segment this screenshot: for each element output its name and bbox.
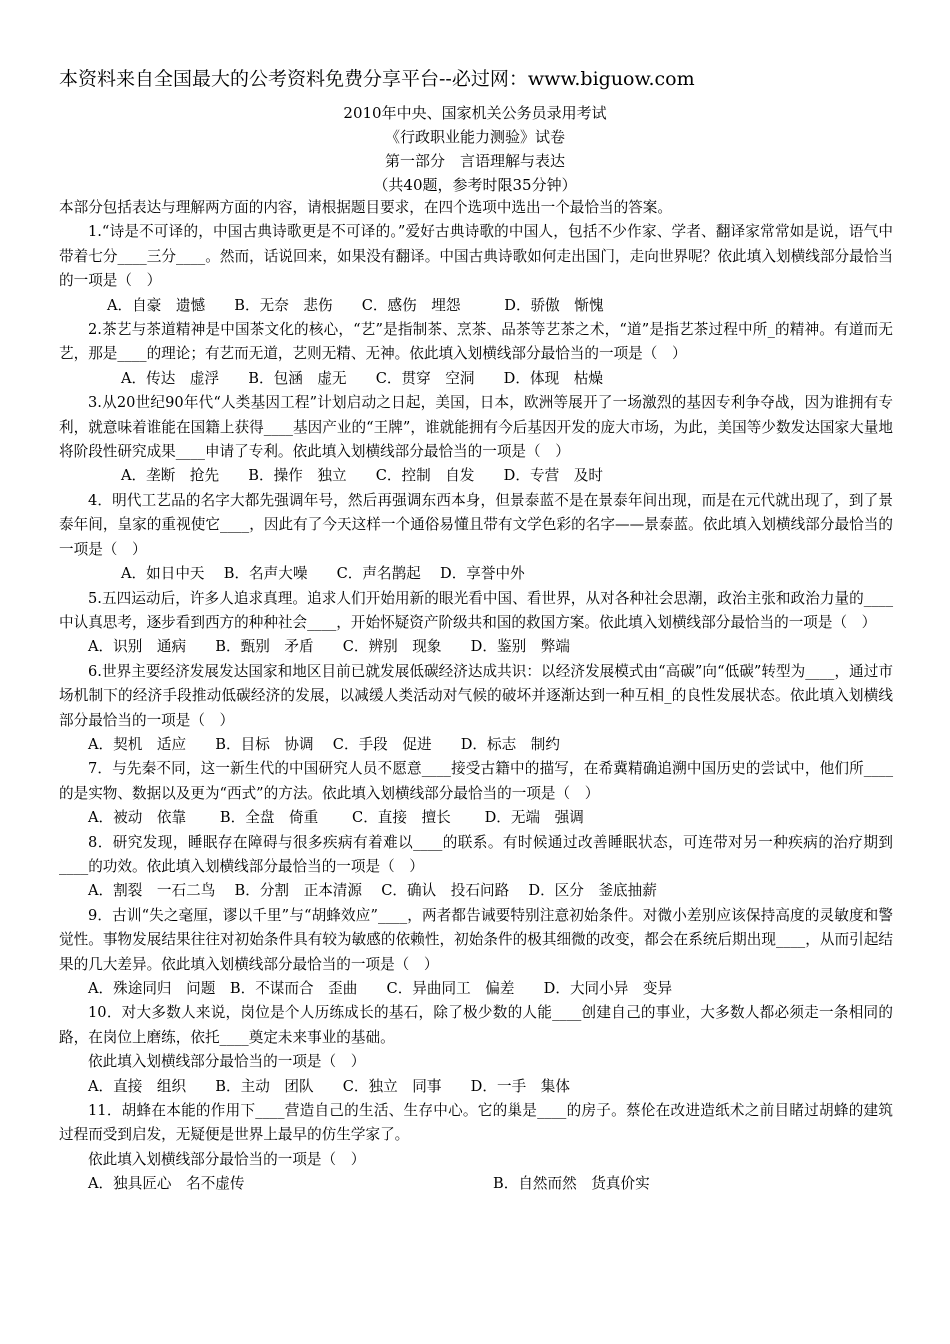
section-info: （共40题，参考时限35分钟） [373, 176, 577, 194]
question-stem: 11．胡蜂在本能的作用下____营造自己的生活、生存中心。它的巢是____的房子。蔡伦在改进造纸术之前目睹过胡蜂的建筑过程而受到启发，无疑便是世界上最早的仿生学家了。 [59, 1102, 893, 1144]
question-stem: 2.茶艺与茶道精神是中国茶文化的核心，“艺”是指制茶、烹茶、品茶等艺茶之术，“道”是指艺茶过程中所_的精神。有道而无艺，那是____的理论；有艺而无道，艺则无精、无神。依此填入划横线部分最恰当的一项是（ ） [59, 321, 893, 363]
question-options: A．契机 适应 B．目标 协调 C．手段 促进 D．标志 制约 [88, 735, 560, 753]
question-stem: 1.“诗是不可译的，中国古典诗歌更是不可译的。”爱好古典诗歌的中国人，包括不少作家、学者、翻译家常常如是说，语气中带着七分____三分____。然而，话说回来，如果没有翻译。中国古典诗歌如何走出国门，走向世界呢？依此填入划横线部分最恰当的一项是（ ） [59, 223, 893, 290]
question-stem: 6.世界主要经济发展发达国家和地区目前已就发展低碳经济达成共识：以经济发展模式由“高碳”向“低碳”转型为____，通过市场机制下的经济手段推动低碳经济的发展，以减缓人类活动对气候的破坏并逐渐达到一种互相_的良性发展状态。依此填入划横线部分最恰当的一项是（ ） [59, 662, 893, 729]
section-title: 第一部分 言语理解与表达 [384, 152, 565, 170]
question-stem: 10．对大多数人来说，岗位是个人历练成长的基石，除了极少数的人能____创建自己的事业，大多数人都必须走一条相同的路，在岗位上磨练，依托____奠定未来事业的基础。 [59, 1004, 893, 1046]
question-stem: 4．明代工艺品的名字大都先强调年号，然后再强调东西本身，但景泰蓝不是在景泰年间出现，而是在元代就出现了，到了景泰年间，皇家的重视使它____，因此有了今天这样一个通俗易懂且带有文学色彩的名字——景泰蓝。依此填入划横线部分最恰当的一项是（ ） [59, 491, 893, 558]
question-options: A．殊途同归 问题 B．不谋而合 歪曲 C．异曲同工 偏差 D．大同小异 变异 [88, 980, 673, 997]
question-options: A．割裂 一石二鸟 B．分割 正本清源 C．确认 投石问路 D．区分 釜底抽薪 [88, 882, 657, 900]
question-options: A．自豪 遗憾 B．无奈 悲伤 C．感伤 埋怨 D．骄傲 惭愧 [107, 296, 604, 314]
question-stem: 8．研究发现，睡眠存在障碍与很多疾病有着难以____的联系。有时候通过改善睡眠状态，可连带对另一种疾病的治疗期到____的功效。依此填入划横线部分最恰当的一项是（ ） [59, 833, 893, 875]
question-list [59, 196, 893, 1197]
question-prompt: 依此填入划横线部分最恰当的一项是（ ） [88, 1053, 366, 1071]
question-options [59, 1172, 893, 1196]
question-options: A．直接 组织 B．主动 团队 C．独立 同事 D．一手 集体 [88, 1077, 570, 1095]
option-b: B．自然而然 货真价实 [493, 1175, 650, 1193]
question-options: A．垄断 抢先 B．操作 独立 C．控制 自发 D．专营 及时 [121, 467, 603, 485]
section-intro: 本部分包括表达与理解两方面的内容，请根据题目要求，在四个选项中选出一个最恰当的答案。 [59, 199, 672, 216]
question-stem: 5.五四运动后，许多人追求真理。追求人们开始用新的眼光看中国、看世界，从对各种社会思潮，政治主张和政治力量的____中认真思考，逐步看到西方的种种社会____，开始怀疑资产阶级共和国的救国方案。依此填入划横线部分最恰当的一项是（ ） [59, 589, 893, 631]
question-stem: 9．古训“失之毫厘，谬以千里”与“胡蜂效应”____，两者都告诫要特别注意初始条件。对微小差别应该保持高度的灵敏度和警觉性。事物发展结果往往对初始条件具有较为敏感的依赖性，初始条件的极其细微的改变，都会在系统后期出现____，从而引起结果的几大差异。依此填入划横线部分最恰当的一项是（ ） [59, 906, 893, 973]
paper-title: 《行政职业能力测验》试卷 [384, 128, 565, 146]
question-options: A．被动 依靠 B．全盘 倚重 C．直接 擅长 D．无端 强调 [88, 809, 584, 827]
question-options: A．识别 通病 B．甄别 矛盾 C．辨别 现象 D．鉴别 弊端 [88, 638, 570, 656]
option-a: A．独具匠心 名不虚传 [88, 1175, 245, 1193]
exam-title: 2010年中央、国家机关公务员录用考试 [343, 104, 607, 122]
question-stem: 7．与先秦不同，这一新生代的中国研究人员不愿意____接受古籍中的描写，在希冀精确追溯中国历史的尝试中，他们所____的是实物、数据以及更为“西式”的方法。依此填入划横线部分最恰当的一项是（ ） [59, 760, 893, 802]
source-banner: 本资料来自全国最大的公考资料免费分享平台--必过网：www.biguow.com [59, 68, 695, 90]
question-stem: 3.从20世纪90年代“人类基因工程”计划启动之日起，美国，日本，欧洲等展开了一场激烈的基因专利争夺战，因为谁拥有专利，就意味着谁能在国籍上获得____基因产业的“王牌”，谁就能拥有今后基因开发的庞大市场，为此，美国等少数发达国家大量地将阶段性研究成果____申请了专利。依此填入划横线部分最恰当的一项是（ ） [59, 394, 893, 461]
question-options: A．如日中天 B．名声大噪 C．声名鹊起 D．享誉中外 [121, 565, 525, 583]
question-options: A．传达 虚浮 B．包涵 虚无 C．贯穿 空洞 D．体现 枯燥 [121, 369, 603, 387]
question-prompt: 依此填入划横线部分最恰当的一项是（ ） [88, 1150, 366, 1168]
